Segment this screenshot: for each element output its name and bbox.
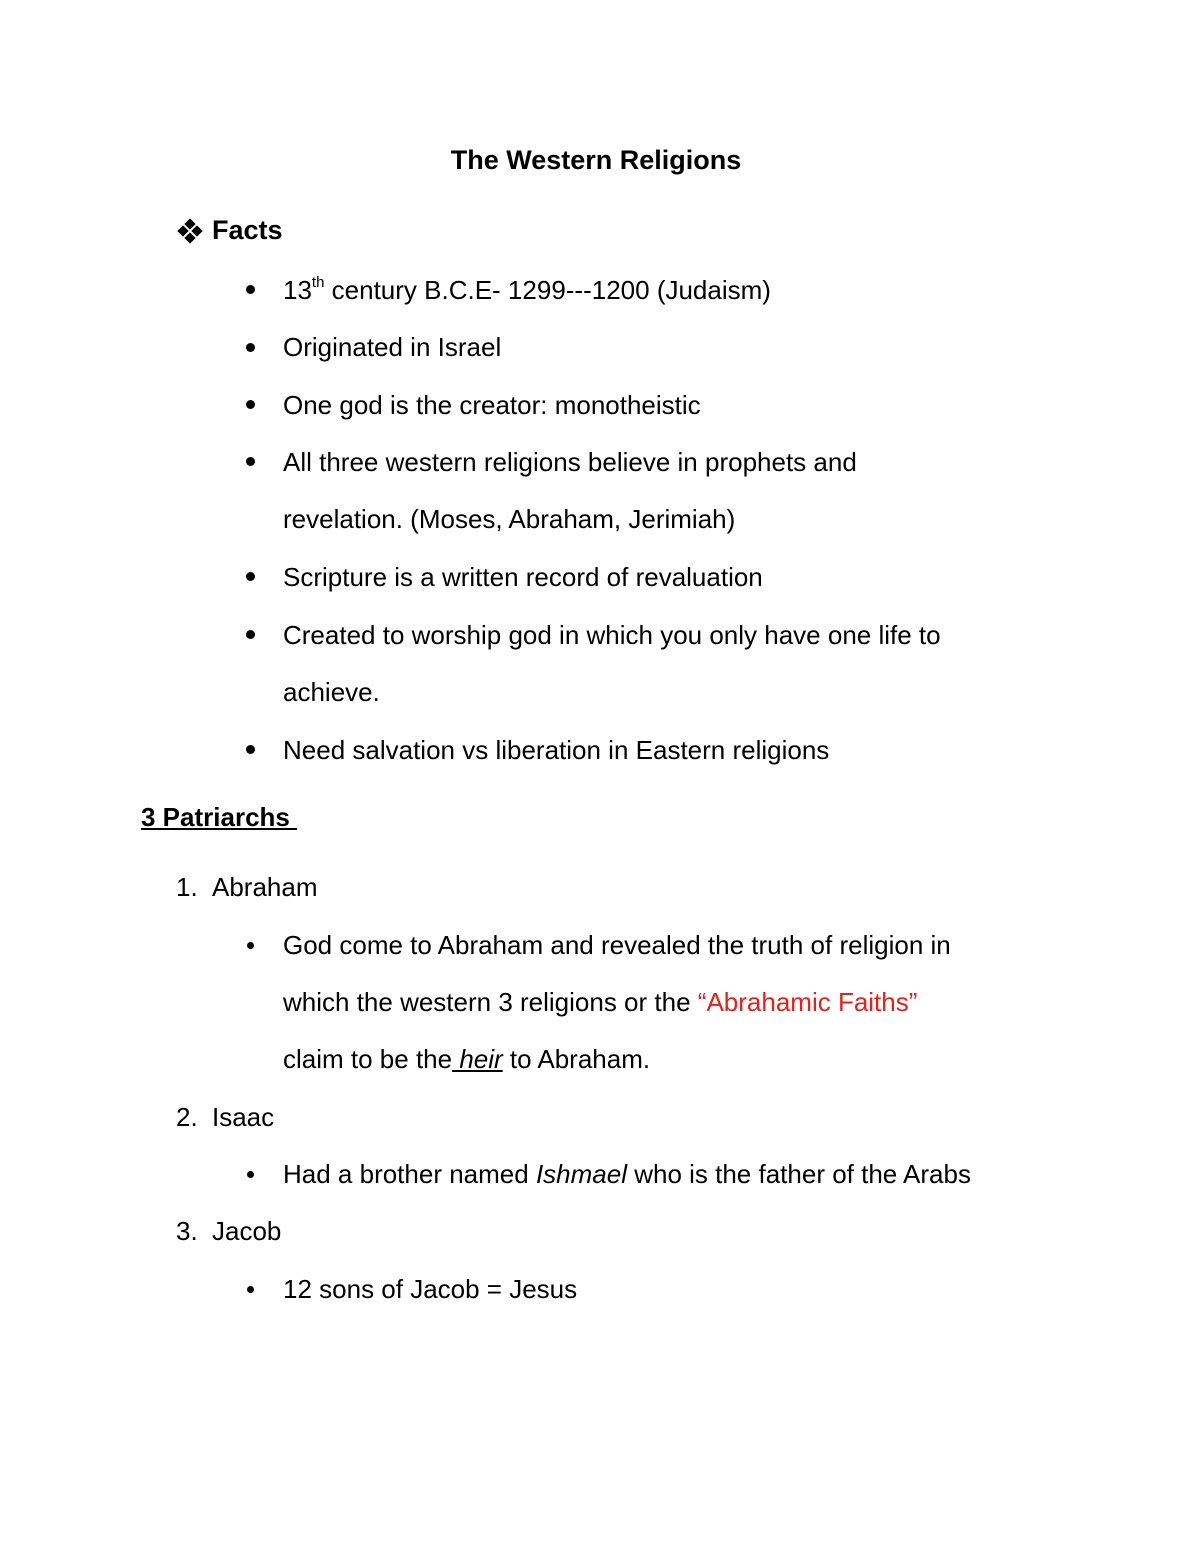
bullet-icon	[246, 745, 255, 754]
patriarch-detail-continued: which the western 3 religions or the “Abrahamic Faiths”	[283, 987, 918, 1017]
patriarch-name: Abraham	[212, 872, 318, 902]
patriarch-name: Jacob	[212, 1216, 282, 1246]
bullet-icon	[246, 343, 255, 352]
fact-text-continued: revelation. (Moses, Abraham, Jerimiah)	[283, 504, 736, 534]
fact-text: All three western religions believe in prophets and	[283, 447, 857, 477]
ishmael-emphasis: Ishmael	[535, 1159, 627, 1189]
bullet-icon	[247, 1286, 254, 1293]
fact-text: 13th century B.C.E- 1299---1200 (Judaism)	[283, 274, 771, 305]
patriarch-name: Isaac	[212, 1102, 275, 1132]
patriarch-detail: 12 sons of Jacob = Jesus	[283, 1274, 578, 1304]
item-number: 3.	[176, 1216, 198, 1246]
bullet-icon	[247, 942, 254, 949]
bullet-icon	[246, 457, 255, 466]
bullet-icon	[246, 400, 255, 409]
heir-emphasis: heir	[452, 1044, 503, 1074]
fact-text-continued: achieve.	[283, 677, 380, 707]
patriarchs-heading: 3 Patriarchs	[141, 802, 298, 832]
patriarch-detail: Had a brother named Ishmael who is the father of the Arabs	[283, 1159, 971, 1189]
fact-text: Originated in Israel	[283, 332, 502, 362]
patriarch-detail: God come to Abraham and revealed the truth of religion in	[283, 930, 951, 960]
bullet-icon	[247, 1171, 254, 1178]
abrahamic-faiths-highlight: “Abrahamic Faiths”	[697, 987, 918, 1017]
patriarch-detail-continued: claim to be the heir to Abraham.	[283, 1044, 651, 1074]
fact-text: Scripture is a written record of revaluation	[283, 562, 763, 592]
fact-text: Need salvation vs liberation in Eastern religions	[283, 735, 830, 765]
four-diamond-bullet-icon	[178, 219, 202, 243]
bullet-icon	[246, 572, 255, 581]
page-title: The Western Religions	[450, 145, 742, 175]
facts-heading	[178, 215, 283, 246]
item-number: 2.	[176, 1102, 198, 1132]
bullet-icon	[246, 630, 255, 639]
fact-text: One god is the creator: monotheistic	[283, 390, 701, 420]
bullet-icon	[246, 285, 255, 294]
item-number: 1.	[176, 872, 198, 902]
fact-text: Created to worship god in which you only have one life to	[283, 620, 941, 650]
facts-heading-label: Facts	[212, 215, 283, 245]
